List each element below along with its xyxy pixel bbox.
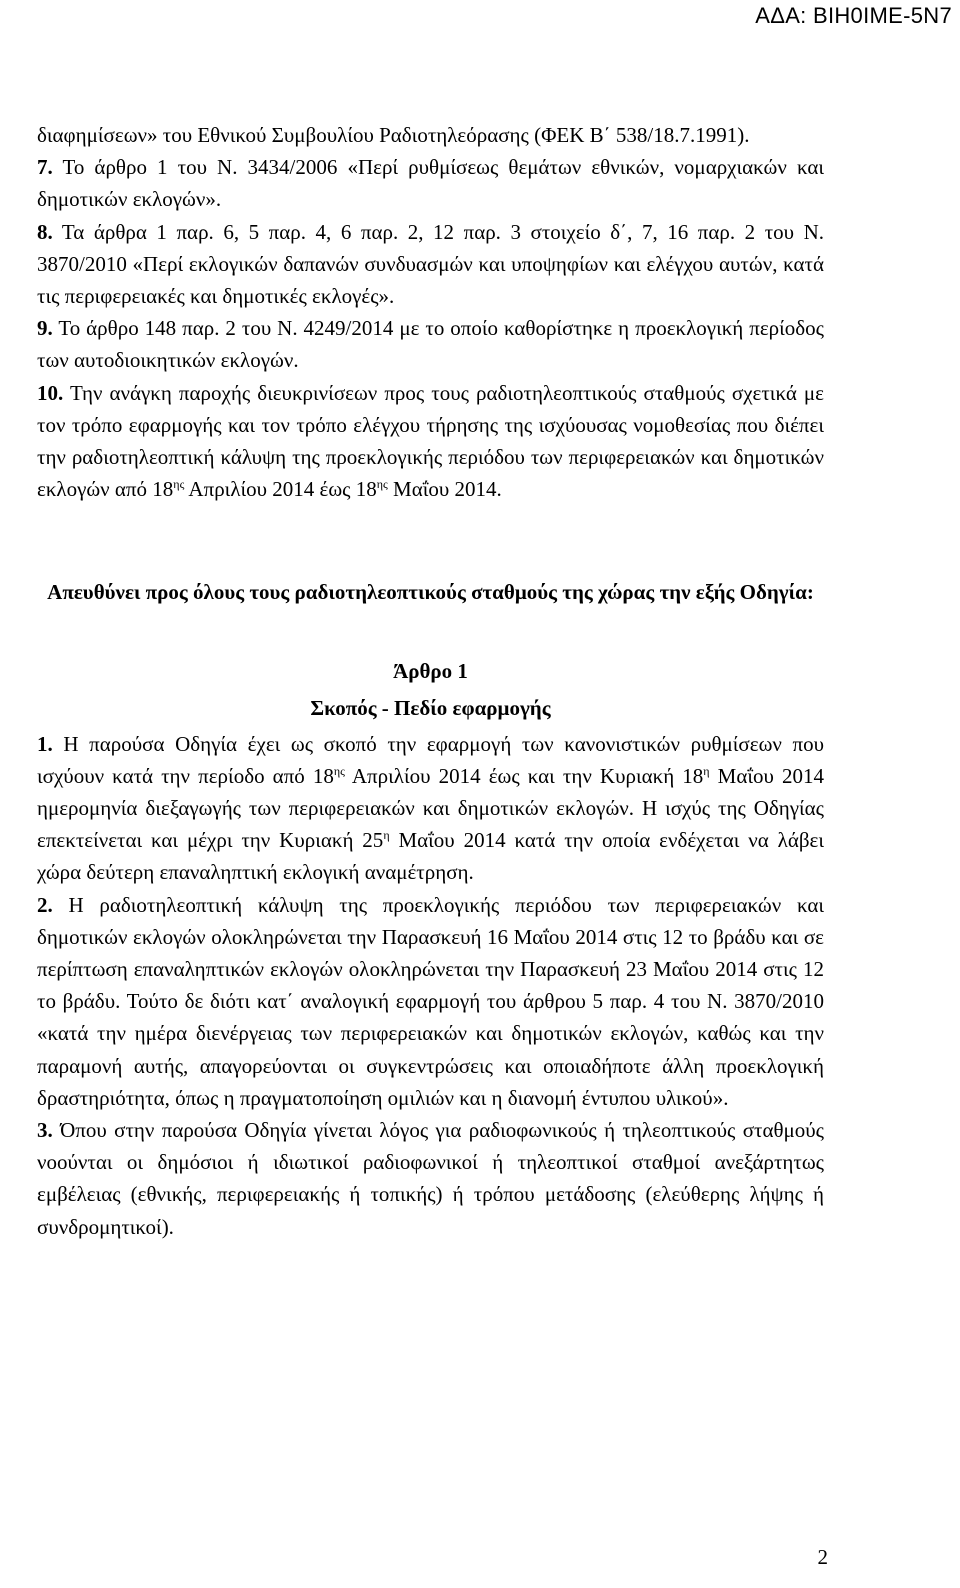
item-text: Το άρθρο 1 του Ν. 3434/2006 «Περί ρυθμίσεως θεμάτων εθνικών, νομαρχιακών και δημοτικών εκλογών». bbox=[37, 155, 824, 212]
list-item-9 bbox=[37, 312, 824, 376]
paragraph-text: Μαΐου 2014 κατά την οποία ενδέχεται να λάβει χώρα δεύτερη επαναληπτική εκλογική αναμέτρηση. bbox=[37, 828, 824, 885]
superscript: ης bbox=[173, 477, 185, 492]
item-text: Μαΐου 2014. bbox=[387, 477, 502, 502]
item-text: Απριλίου 2014 έως 18 bbox=[184, 477, 377, 502]
paragraph-3 bbox=[37, 1114, 824, 1243]
superscript: ης bbox=[376, 477, 388, 492]
item-text: Το άρθρο 148 παρ. 2 του Ν. 4249/2014 με το οποίο καθορίστηκε η προεκλογική περίοδος των αυτοδιοικητικών εκλογών. bbox=[37, 316, 824, 373]
paragraph-text: Όπου στην παρούσα Οδηγία γίνεται λόγος για ραδιοφωνικούς ή τηλεοπτικούς σταθμούς νοούνται οι δημόσιοι ή ιδιωτικοί ραδιοφωνικοί ή τηλεοπτικοί σταθμοί ανεξάρτητως εμβέλειας (εθνικής, περιφερειακής ή τοπικής) ή τρόπου μετάδοσης (ελεύθερης λήψης ή συνδρομητικοί). bbox=[37, 1118, 824, 1239]
article-title: Σκοπός - Πεδίο εφαρμογής bbox=[310, 695, 551, 720]
paragraph-1 bbox=[37, 728, 824, 889]
list-item-10 bbox=[37, 377, 824, 506]
paragraph-text: Μαΐου 2014 ημερομηνία διεξαγωγής των περιφερειακών και δημοτικών εκλογών. Η ισχύς της Οδηγίας επεκτείνεται και μέχρι την Κυριακή 25 bbox=[37, 763, 825, 853]
paragraph-text: Η ραδιοτηλεοπτική κάλυψη της προεκλογικής περιόδου των περιφερειακών και δημοτικών εκλογών ολοκληρώνεται την Παρασκευή 16 Μαΐου 2014 στις 12 το βράδυ και σε περίπτωση επαναληπτικών εκλογών ολοκληρώνεται την Παρασκευή 23 Μαΐου 2014 στις 12 το βράδυ. Τούτο δε διότι κατ΄ αναλογική εφαρμογή του άρθρου 5 παρ. 4 του Ν. 3870/2010 «κατά την ημέρα διενέργειας των περιφερειακών και δημοτικών εκλογών, καθώς και την παραμονή αυτής, απαγορεύονται οι συγκεντρώσεις και οποιαδήποτε άλλη προεκλογική δραστηριότητα, όπως η πραγματοποίηση ομιλιών και η διανομή έντυπου υλικού». bbox=[37, 892, 824, 1110]
paragraph-text: Η παρούσα Οδηγία έχει ως σκοπό την εφαρμογή των κανονιστικών ρυθμίσεων που ισχύουν κατά την περίοδο από 18 bbox=[37, 731, 825, 788]
document-body bbox=[37, 119, 824, 1243]
item-text: Τα άρθρα 1 παρ. 6, 5 παρ. 4, 6 παρ. 2, 12 παρ. 3 στοιχείο δ΄, 7, 16 παρ. 2 του Ν. 3870/2010 «Περί εκλογικών δαπανών συνδυασμών και υποψηφίων και ελέγχου αυτών, κατά τις περιφερειακές και δημοτικές εκλογές». bbox=[37, 219, 824, 309]
continuation-paragraph bbox=[37, 119, 824, 151]
paragraph-text: Απριλίου 2014 έως και την Κυριακή 18 bbox=[344, 763, 704, 788]
paragraph-2 bbox=[37, 889, 824, 1114]
ada-code: ΑΔΑ: ΒΙΗ0ΙΜΕ-5Ν7 bbox=[755, 3, 952, 28]
continuation-text: διαφημίσεων» του Εθνικού Συμβουλίου Ραδιοτηλεόρασης (ΦΕΚ Β΄ 538/18.7.1991). bbox=[37, 123, 750, 147]
superscript: η bbox=[383, 828, 390, 843]
item-number: 9. bbox=[37, 316, 53, 341]
list-item-7 bbox=[37, 151, 824, 215]
paragraph-number: 3. bbox=[37, 1118, 53, 1143]
directive-heading: Απευθύνει προς όλους τους ραδιοτηλεοπτικούς σταθμούς της χώρας την εξής Οδηγία: bbox=[47, 580, 814, 605]
item-number: 7. bbox=[37, 155, 53, 180]
list-item-8 bbox=[37, 216, 824, 313]
paragraph-number: 2. bbox=[37, 892, 53, 917]
superscript: ης bbox=[333, 763, 345, 778]
article-number: Άρθρο 1 bbox=[393, 658, 468, 683]
superscript: η bbox=[703, 763, 710, 778]
item-text: Την ανάγκη παροχής διευκρινίσεων προς τους ραδιοτηλεοπτικούς σταθμούς σχετικά με τον τρόπο εφαρμογής και τον τρόπο ελέγχου τήρησης της ισχύουσας νομοθεσίας που διέπει την ραδιοτηλεοπτική κάλυψη της προεκλογικής περιόδου των περιφερειακών και δημοτικών εκλογών από 18 bbox=[37, 380, 824, 502]
page-number: 2 bbox=[817, 1545, 828, 1569]
item-number: 8. bbox=[37, 219, 53, 244]
paragraph-number: 1. bbox=[37, 731, 53, 756]
item-number: 10. bbox=[37, 380, 64, 405]
